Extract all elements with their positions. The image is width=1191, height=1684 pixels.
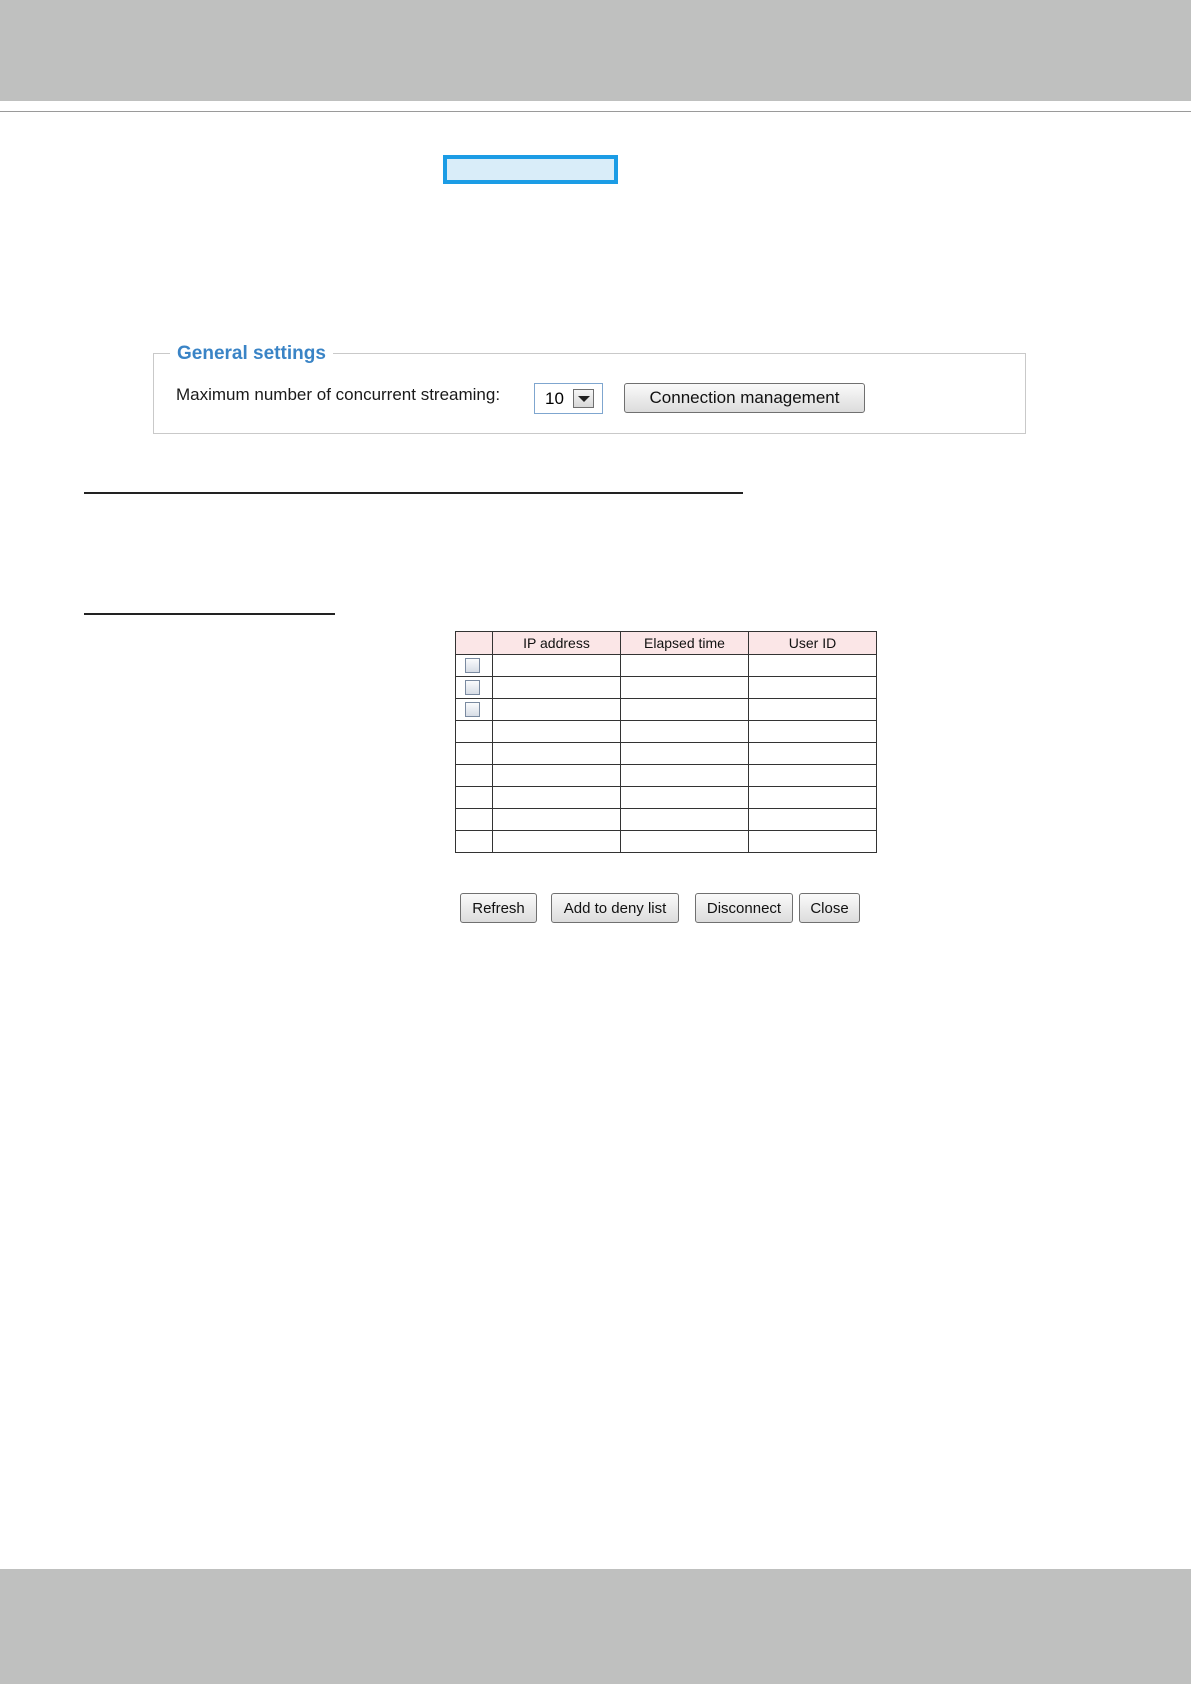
ip-address-cell (493, 699, 621, 721)
user-id-cell (749, 809, 877, 831)
ip-address-cell (493, 787, 621, 809)
max-streaming-select[interactable] (534, 383, 603, 414)
header-band (0, 0, 1191, 101)
table-row (456, 655, 877, 677)
table-row (456, 831, 877, 853)
user-id-cell (749, 699, 877, 721)
connection-management-button[interactable]: Connection management (624, 383, 865, 413)
row-select-cell (456, 699, 493, 721)
row-select-cell (456, 809, 493, 831)
elapsed-time-cell (621, 809, 749, 831)
header-user-id: User ID (749, 632, 877, 655)
header-rule (0, 111, 1191, 112)
table-row (456, 765, 877, 787)
elapsed-time-cell (621, 787, 749, 809)
table-row (456, 721, 877, 743)
ip-address-cell (493, 831, 621, 853)
user-id-cell (749, 655, 877, 677)
add-to-deny-list-button[interactable]: Add to deny list (551, 893, 679, 923)
ip-address-cell (493, 809, 621, 831)
row-select-cell (456, 765, 493, 787)
elapsed-time-cell (621, 721, 749, 743)
header-select (456, 632, 493, 655)
max-streaming-value: 10 (545, 389, 564, 408)
header-elapsed-time: Elapsed time (621, 632, 749, 655)
close-button[interactable]: Close (799, 893, 860, 923)
general-settings-legend: General settings (170, 341, 333, 367)
highlight-box (443, 155, 618, 184)
text-underline-rule (84, 492, 743, 494)
refresh-button[interactable]: Refresh (460, 893, 537, 923)
elapsed-time-cell (621, 765, 749, 787)
row-checkbox[interactable] (465, 658, 480, 673)
user-id-cell (749, 677, 877, 699)
table-row (456, 677, 877, 699)
elapsed-time-cell (621, 699, 749, 721)
table-row (456, 699, 877, 721)
user-id-cell (749, 765, 877, 787)
row-checkbox[interactable] (465, 680, 480, 695)
footer-band (0, 1569, 1191, 1684)
row-select-cell (456, 787, 493, 809)
ip-address-cell (493, 655, 621, 677)
header-ip-address: IP address (493, 632, 621, 655)
max-streaming-label: Maximum number of concurrent streaming: (176, 385, 501, 404)
chevron-down-icon[interactable] (573, 389, 594, 408)
table-row (456, 787, 877, 809)
row-select-cell (456, 655, 493, 677)
row-select-cell (456, 677, 493, 699)
connection-table (455, 631, 877, 853)
ip-address-cell (493, 765, 621, 787)
elapsed-time-cell (621, 655, 749, 677)
table-header-row (456, 632, 877, 655)
row-select-cell (456, 743, 493, 765)
row-checkbox[interactable] (465, 702, 480, 717)
elapsed-time-cell (621, 831, 749, 853)
disconnect-button[interactable]: Disconnect (695, 893, 793, 923)
row-select-cell (456, 721, 493, 743)
user-id-cell (749, 831, 877, 853)
row-select-cell (456, 831, 493, 853)
elapsed-time-cell (621, 677, 749, 699)
ip-address-cell (493, 677, 621, 699)
table-row (456, 809, 877, 831)
user-id-cell (749, 743, 877, 765)
table-row (456, 743, 877, 765)
text-underline-rule-short (84, 613, 335, 615)
elapsed-time-cell (621, 743, 749, 765)
user-id-cell (749, 787, 877, 809)
ip-address-cell (493, 743, 621, 765)
user-id-cell (749, 721, 877, 743)
ip-address-cell (493, 721, 621, 743)
